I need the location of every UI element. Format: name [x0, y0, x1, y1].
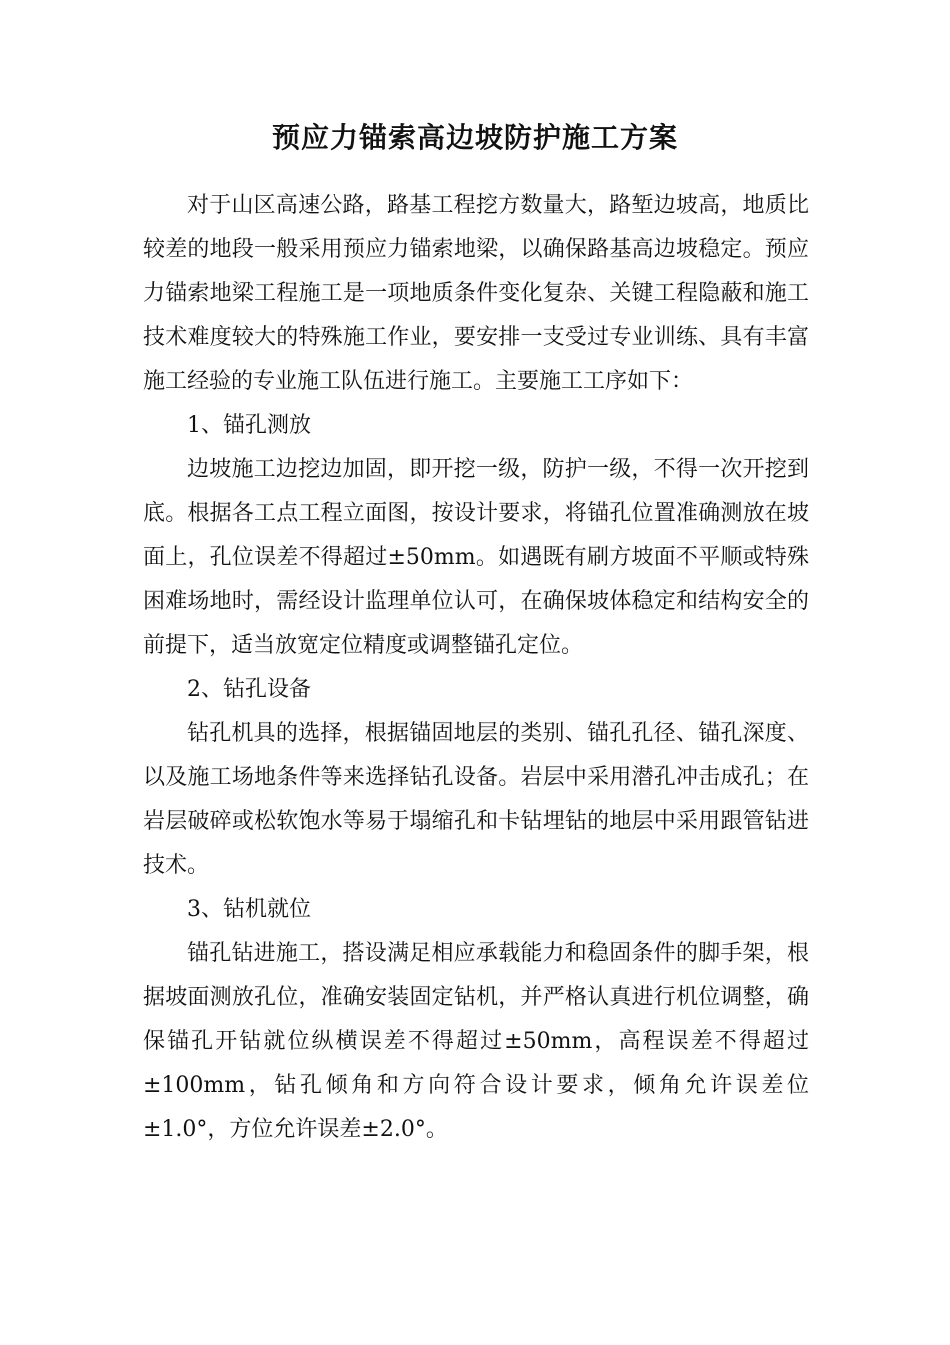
section-heading-drill-positioning: 3、钻机就位 — [187, 897, 311, 922]
document-title: 预应力锚索高边坡防护施工方案 — [271, 121, 678, 154]
document-body — [143, 184, 809, 1152]
section-heading-anchor-hole-survey: 1、锚孔测放 — [187, 413, 311, 438]
section-text-drilling-equipment: 钻孔机具的选择，根据锚固地层的类别、锚孔孔径、锚孔深度、以及施工场地条件等来选择钻孔设备。岩层中采用潜孔冲击成孔；在岩层破碎或松软饱水等易于塌缩孔和卡钻埋钻的地层中采用跟管钻进技术。 — [143, 721, 809, 878]
section-text-anchor-hole-survey: 边坡施工边挖边加固，即开挖一级，防护一级，不得一次开挖到底。根据各工点工程立面图，按设计要求，将锚孔位置准确测放在坡面上，孔位误差不得超过±50mm。如遇既有刷方坡面不平顺或特殊困难场地时，需经设计监理单位认可，在确保坡体稳定和结构安全的前提下，适当放宽定位精度或调整锚孔定位。 — [143, 457, 809, 658]
section-text-drill-positioning: 锚孔钻进施工，搭设满足相应承载能力和稳固条件的脚手架，根据坡面测放孔位，准确安装固定钻机，并严格认真进行机位调整，确保锚孔开钻就位纵横误差不得超过±50mm，高程误差不得超过±100mm，钻孔倾角和方向符合设计要求，倾角允许误差位±1.0°，方位允许误差±2.0°。 — [143, 941, 809, 1142]
intro-paragraph: 对于山区高速公路，路基工程挖方数量大，路堑边坡高，地质比较差的地段一般采用预应力锚索地梁，以确保路基高边坡稳定。预应力锚索地梁工程施工是一项地质条件变化复杂、关键工程隐蔽和施工技术难度较大的特殊施工作业，要安排一支受过专业训练、具有丰富施工经验的专业施工队伍进行施工。主要施工工序如下： — [143, 193, 809, 394]
section-heading-drilling-equipment: 2、钻孔设备 — [187, 677, 311, 702]
